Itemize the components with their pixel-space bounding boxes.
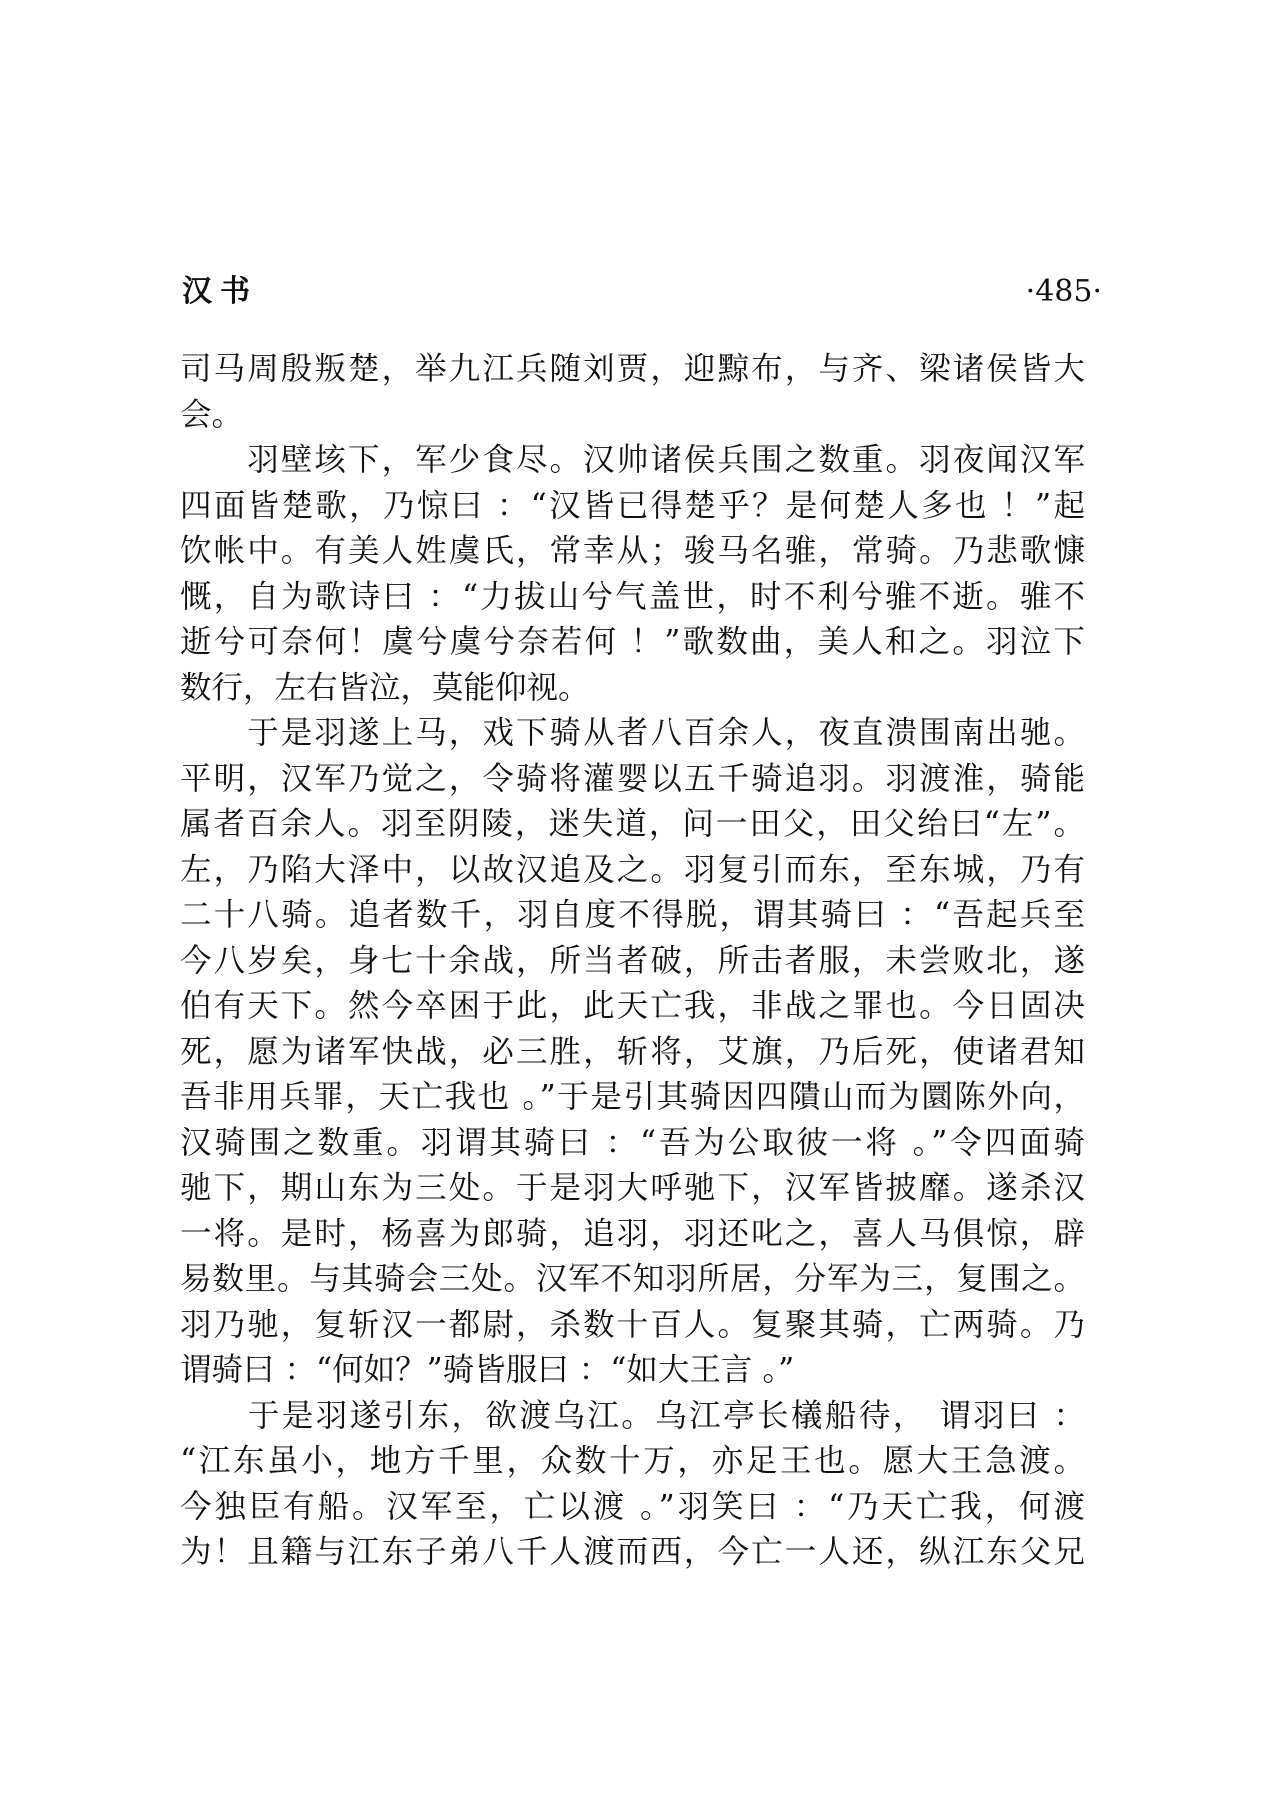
- body-text: [180, 347, 1085, 1576]
- text-line: 于是羽遂上马，戏下骑从者八百余人，夜直溃围南出驰。: [180, 715, 1085, 751]
- text-line: 为！且籍与江东子弟八千人渡而西，今亡一人还，纵江东父兄: [180, 1534, 1085, 1570]
- text-line: 左，乃陷大泽中，以故汉追及之。羽复引而东，至东城，乃有: [180, 851, 1085, 888]
- text-line: 今八岁矣，身七十余战，所当者破，所击者服，未尝败北，遂: [180, 942, 1085, 979]
- text-line: 吾非用兵罪，天亡我也 。”于是引其骑因四隤山而为圜陈外向，: [180, 1079, 1085, 1115]
- text-line: 羽乃驰，复斩汉一都尉，杀数十百人。复聚其骑，亡两骑。乃: [180, 1306, 1085, 1343]
- text-line: 驰下，期山东为三处。于是羽大呼驰下，汉军皆披靡。遂杀汉: [180, 1170, 1085, 1206]
- text-line: 今独臣有船。汉军至，亡以渡 。”羽笑曰 ：“乃天亡我，何渡: [180, 1488, 1085, 1525]
- page-header: [182, 268, 1102, 318]
- text-line: 羽壁垓下，军少食尽。汉帅诸侯兵围之数重。羽夜闻汉军: [180, 442, 1085, 478]
- text-line: 谓骑曰 ：“何如？”骑皆服曰 ：“如大王言 。”: [180, 1352, 795, 1388]
- book-title: 汉书: [182, 274, 258, 309]
- text-line: 慨，自为歌诗曰 ：“力拔山兮气盖世，时不利兮骓不逝。骓不: [180, 578, 1085, 615]
- text-line: 易数里。与其骑会三处。汉军不知羽所居，分军为三，复围之。: [180, 1261, 1085, 1297]
- text-line: 二十八骑。追者数千，羽自度不得脱，谓其骑曰 ：“吾起兵至: [180, 897, 1085, 933]
- text-line: 汉骑围之数重。羽谓其骑曰 ：“吾为公取彼一将 。”令四面骑: [180, 1124, 1085, 1161]
- text-line: 伯有天下。然今卒困于此，此天亡我，非战之罪也。今日固决: [180, 988, 1085, 1024]
- text-line: 司马周殷叛楚，举九江兵随刘贾，迎黥布，与齐、梁诸侯皆大: [180, 351, 1085, 387]
- page-number: ·485·: [1025, 274, 1102, 309]
- text-line: 平明，汉军乃觉之，令骑将灌婴以五千骑追羽。羽渡淮，骑能: [180, 760, 1085, 797]
- text-line: 饮帐中。有美人姓虞氏，常幸从；骏马名骓，常骑。乃悲歌慷: [180, 533, 1085, 569]
- text-line: 死，愿为诸军快战，必三胜，斩将，艾旗，乃后死，使诸君知: [180, 1033, 1085, 1070]
- text-line: 四面皆楚歌，乃惊曰 ：“汉皆已得楚乎？是何楚人多也 ！”起: [180, 487, 1085, 524]
- text-line: 一将。是时，杨喜为郎骑，追羽，羽还叱之，喜人马俱惊，辟: [180, 1215, 1085, 1252]
- text-line: 属者百余人。羽至阴陵，迷失道，问一田父，田父绐曰“左”。: [180, 806, 1085, 842]
- text-line: 逝兮可奈何！虞兮虞兮奈若何 ！”歌数曲，美人和之。羽泣下: [180, 624, 1085, 660]
- text-line: 数行，左右皆泣，莫能仰视。: [180, 669, 590, 706]
- text-line: “江东虽小，地方千里，众数十万，亦足王也。愿大王急渡。: [180, 1443, 1085, 1479]
- text-line: 于是羽遂引东，欲渡乌江。乌江亭长檥船待， 谓羽曰 ：: [180, 1397, 1085, 1434]
- text-line: 会。: [180, 396, 244, 433]
